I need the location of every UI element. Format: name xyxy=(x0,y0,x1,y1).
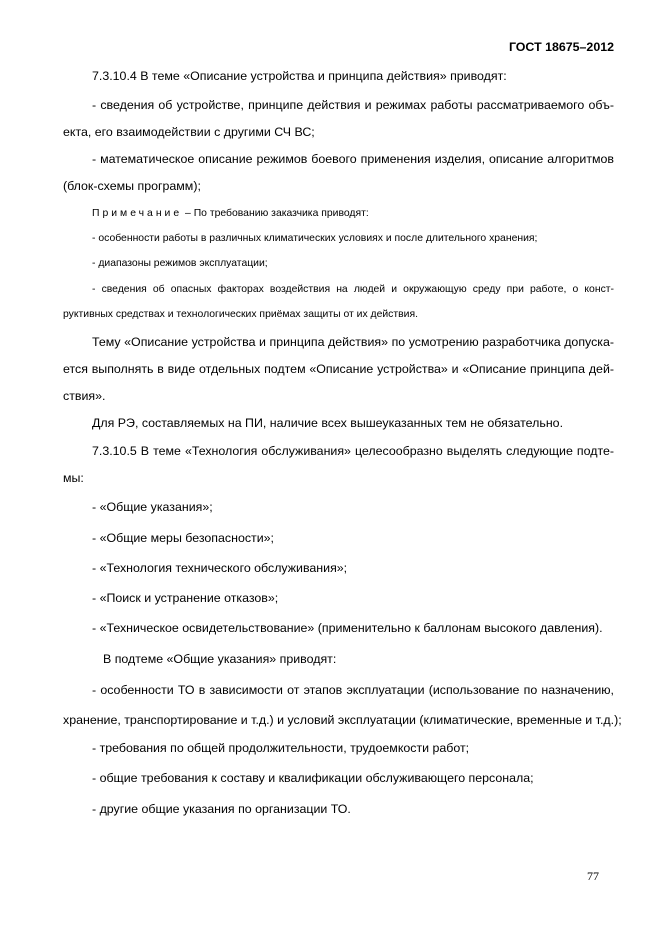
subtopic-inspection: - «Техническое освидетельствование» (применительно к баллонам высокого давления). xyxy=(92,621,603,635)
subtopic-general: - «Общие указания»; xyxy=(92,500,213,514)
paragraph-general-instructions: В подтеме «Общие указания» приводят: xyxy=(103,652,337,666)
list-item-math-description-cont: (блок-схемы программ); xyxy=(63,179,201,193)
paragraph-7-3-10-4: 7.3.10.4 В теме «Описание устройства и принципа действия» приводят: xyxy=(92,69,507,83)
note xyxy=(92,207,614,221)
subtopic-safety: - «Общие меры безопасности»; xyxy=(92,531,274,545)
subtopic-maintenance-tech: - «Технология технического обслуживания»; xyxy=(92,561,348,575)
list-item-to-features: - особенности ТО в зависимости от этапов эксплуатации (использование по назначению, xyxy=(92,683,614,697)
list-item-device-info-cont: екта, его взаимодействии с другими СЧ ВС; xyxy=(63,125,315,139)
subtopic-troubleshooting: - «Поиск и устранение отказов»; xyxy=(92,591,279,605)
note-item-climate: - особенности работы в различных климатических условиях и после длительного хранения; xyxy=(92,233,538,244)
list-item-duration: - требования по общей продолжительности, трудоемкости работ; xyxy=(92,741,470,755)
list-item-to-features-cont: хранение, транспортирование и т.д.) и условий эксплуатации (климатические, временные и т.д.); xyxy=(63,713,622,727)
paragraph-subtopics: Тему «Описание устройства и принципа действия» по усмотрению разработчика допуска- xyxy=(92,335,614,349)
paragraph-subtopics-cont1: ется выполнять в виде отдельных подтем «Описание устройства» и «Описание принципа дей- xyxy=(63,362,614,376)
note-item-ranges: - диапазоны режимов эксплуатации; xyxy=(92,258,268,269)
note-item-hazards: - сведения об опасных факторах воздействия на людей и окружающую среду при работе, о конст- xyxy=(92,284,614,295)
list-item-personnel: - общие требования к составу и квалификации обслуживающего персонала; xyxy=(92,771,534,785)
list-item-other: - другие общие указания по организации ТО. xyxy=(92,802,351,816)
note-text: – По требованию заказчика приводят: xyxy=(182,208,369,219)
list-item-device-info: - сведения об устройстве, принципе действия и режимах работы рассматриваемого объ- xyxy=(92,98,614,112)
paragraph-re-note: Для РЭ, составляемых на ПИ, наличие всех вышеуказанных тем не обязательно. xyxy=(92,416,564,430)
paragraph-7-3-10-5-cont: мы: xyxy=(63,471,84,485)
list-item-math-description: - математическое описание режимов боевого применения изделия, описание алгоритмов xyxy=(92,152,614,166)
note-label: Примечание xyxy=(92,208,183,219)
paragraph-subtopics-cont2: ствия». xyxy=(63,389,106,403)
paragraph-7-3-10-5: 7.3.10.5 В теме «Технология обслуживания» целесообразно выделять следующие подте- xyxy=(92,444,614,458)
page-number: 77 xyxy=(587,869,599,883)
note-item-hazards-cont: руктивных средствах и технологических приёмах защиты от их действия. xyxy=(63,309,418,320)
document-id: ГОСТ 18675–2012 xyxy=(508,40,614,54)
